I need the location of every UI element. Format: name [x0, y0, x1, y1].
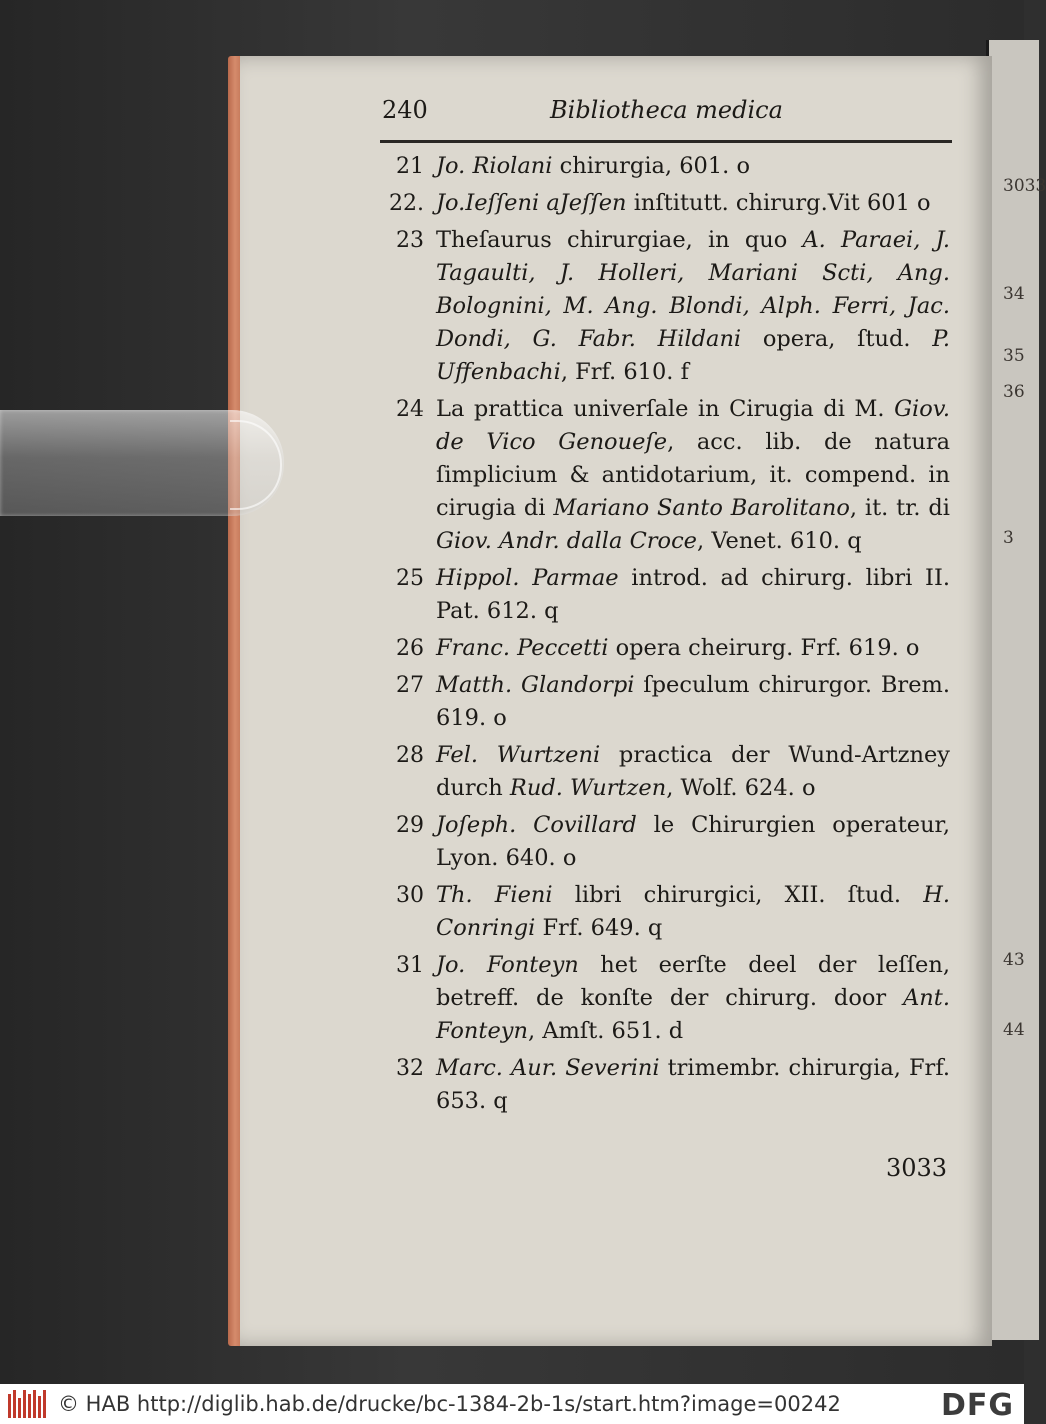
entry-text: Th. Fieni libri chirurgici, XII. ſtud. H. Conringi Frf. 649. q	[436, 882, 950, 941]
entry-number: 31	[396, 953, 424, 978]
bibliography-entry	[378, 224, 950, 389]
entry-text: Jo. Fonteyn het eerſte deel der leſſen, betreff. de konſte der chirurg. door Ant. Fonteyn, Amſt. 651. d	[436, 952, 950, 1044]
running-title: Bibliotheca medica	[550, 96, 783, 124]
entry-number: 30	[396, 883, 424, 908]
bibliography-entry	[378, 879, 950, 945]
entry-text: Jo.Ieſſeni aJeſſen inſtitutt. chirurg.Vit 601 o	[436, 190, 931, 216]
entry-text: Fel. Wurtzeni practica der Wund-Artzney durch Rud. Wurtzen, Wolf. 624. o	[436, 742, 950, 801]
entry-number: 27	[396, 673, 424, 698]
entry-text: Matth. Glandorpi ſpeculum chirurgor. Brem. 619. o	[436, 672, 950, 731]
entry-text: Jo. Riolani chirurgia, 601. o	[436, 153, 751, 179]
catchword: 3033	[886, 1154, 948, 1182]
entry-number: 32	[396, 1056, 424, 1081]
hab-barcode-icon	[8, 1390, 48, 1418]
entry-number: 24	[396, 397, 424, 422]
entry-number: 28	[396, 743, 424, 768]
bibliography-entry	[378, 949, 950, 1048]
page-header	[382, 96, 942, 136]
entry-number: 22.	[389, 191, 424, 216]
adjacent-page-fragment: 44	[1003, 1020, 1025, 1040]
entry-text: Hippol. Parmae introd. ad chirurg. libri II. Pat. 612. q	[436, 565, 950, 624]
footer-bar	[0, 1384, 1024, 1424]
adjacent-page-fragment: 36	[1003, 382, 1025, 402]
entry-text: Joſeph. Covillard le Chirurgien operateur, Lyon. 640. o	[436, 812, 950, 871]
entry-text: Theſaurus chirurgiae, in quo A. Paraei, J. Tagaulti, J. Holleri, Mariani Scti, Ang. Bolognini, M. Ang. Blondi, Alph. Ferri, Jac. Dondi, G. Fabr. Hildani opera, ſtud. P. Uffenbachi, Frf. 610. f	[436, 227, 950, 385]
adjacent-page-fragment: 43	[1003, 950, 1025, 970]
bibliography-entry	[378, 739, 950, 805]
copyright-link[interactable]: © HAB http://diglib.hab.de/drucke/bc-1384-2b-1s/start.htm?image=00242	[58, 1392, 841, 1416]
entry-number: 29	[396, 813, 424, 838]
bibliography-list	[378, 150, 950, 1122]
bibliography-entry	[378, 632, 950, 665]
page-number: 240	[382, 96, 428, 124]
bibliography-entry	[378, 669, 950, 735]
adjacent-page-fragment: 3033	[1003, 176, 1046, 196]
bibliography-entry	[378, 187, 950, 220]
header-rule	[380, 140, 952, 143]
entry-number: 23	[396, 228, 424, 253]
entry-text: Marc. Aur. Severini trimembr. chirurgia, Frf. 653. q	[436, 1055, 950, 1114]
entry-number: 25	[396, 566, 424, 591]
bibliography-entry	[378, 393, 950, 558]
adjacent-page-fragment: 35	[1003, 346, 1025, 366]
entry-number: 26	[396, 636, 424, 661]
bibliography-entry	[378, 562, 950, 628]
entry-text: Franc. Peccetti opera cheirurg. Frf. 619. o	[436, 635, 920, 661]
adjacent-page	[986, 40, 1046, 1340]
bibliography-entry	[378, 150, 950, 183]
dfg-logo: DFG	[940, 1388, 1014, 1423]
adjacent-page-fragment: 34	[1003, 284, 1025, 304]
bibliography-entry	[378, 1052, 950, 1118]
bibliography-entry	[378, 809, 950, 875]
entry-number: 21	[396, 154, 424, 179]
adjacent-page-fragment: 3	[1003, 528, 1014, 548]
entry-text: La prattica univerſale in Cirugia di M. Giov. de Vico Genoueſe, acc. lib. de natura ſimplicium & antidotarium, it. compend. in cirugia di Mariano Santo Barolitano, it. tr. di Giov. Andr. dalla Croce, Venet. 610. q	[436, 396, 951, 554]
